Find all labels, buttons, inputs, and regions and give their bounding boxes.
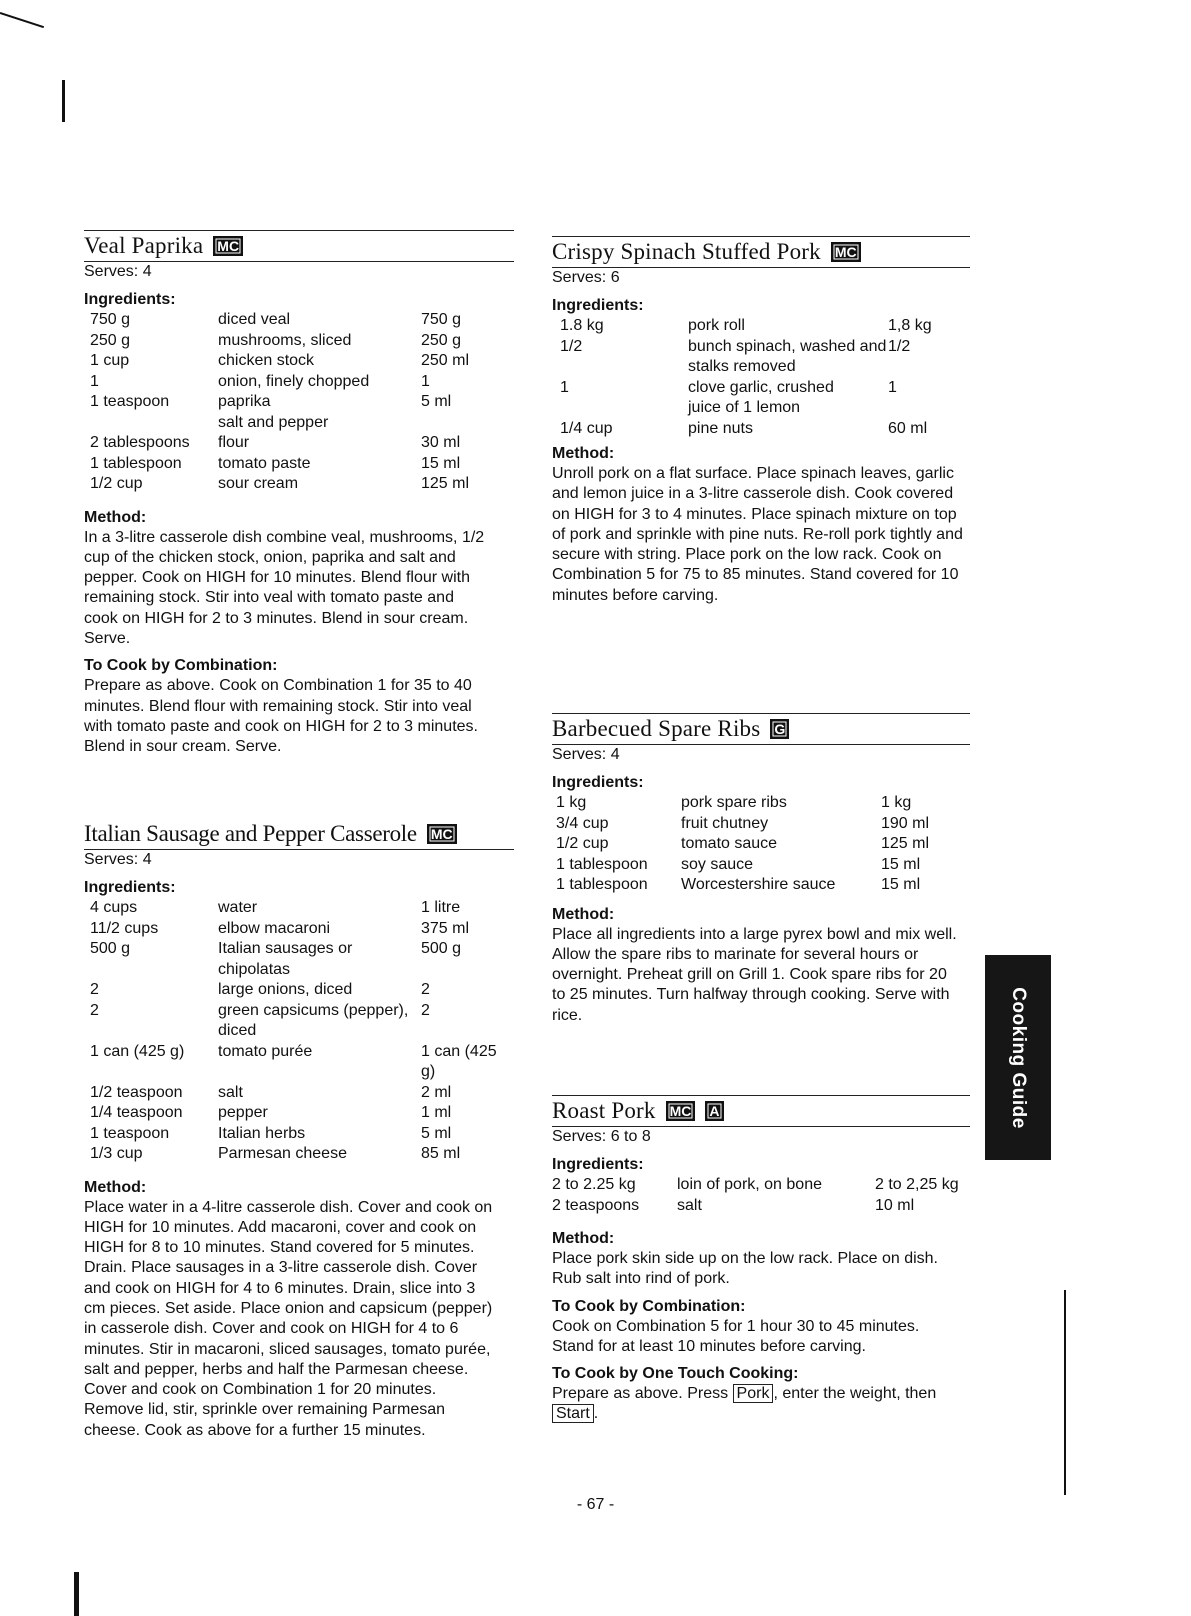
ingredient-quantity: 1.8 kg <box>560 317 604 334</box>
ingredients-table <box>84 898 511 1165</box>
ingredient-quantity: 1 teaspoon <box>90 1124 170 1142</box>
ingredients-table <box>552 793 951 896</box>
ingredient-quantity: 1 kg <box>556 794 587 811</box>
ingredient-name: large onions, diced <box>218 981 353 998</box>
ingredient-quantity: 4 cups <box>90 899 138 916</box>
ingredient-row <box>84 1103 511 1124</box>
ingredient-row <box>84 1042 511 1083</box>
ingredient-quantity: 2 to 2.25 kg <box>552 1176 636 1193</box>
combination-text: Prepare as above. Cook on Combination 1 for 35 to 40 minutes. Blend flour with remaining stock. Stir into veal with tomato paste and cook on HIGH for 2 to 3 minutes. Blend in sour cream. Serve. <box>84 677 478 756</box>
start-key: Start <box>552 1404 594 1423</box>
method-text: In a 3-litre casserole dish combine veal, mushrooms, 1/2 cup of the chicken stock, onion, paprika and salt and pepper. Cook on HIGH for 10 minutes. Blend flour with remaining stock. Stir into veal with tomato paste and cook on HIGH for 2 to 3 minutes. Blend in sour cream. Serve. <box>84 528 485 647</box>
ingredient-name: chicken stock <box>218 352 315 369</box>
ingredients-table <box>84 310 511 495</box>
ingredient-row <box>84 413 511 434</box>
ingredient-name: Worcestershire sauce <box>681 876 836 893</box>
ingredients-table <box>552 316 958 439</box>
ingredient-row <box>84 898 511 919</box>
method-label: Method: <box>84 1178 147 1196</box>
ingredient-quantity: 1/3 cup <box>90 1145 143 1162</box>
ingredient-name: diced veal <box>218 311 291 328</box>
recipe-title: Crispy Spinach Stuffed Pork <box>552 239 821 264</box>
combination-label: To Cook by Combination: <box>84 657 278 675</box>
ingredients-label: Ingredients: <box>552 297 644 314</box>
ingredient-row <box>84 454 511 475</box>
ingredient-row <box>84 310 511 331</box>
ingredient-name: elbow macaroni <box>218 919 331 937</box>
method-text: Place water in a 4-litre casserole dish. Cover and cook on HIGH for 10 minutes. Add macaroni, cover and cook on HIGH for 8 to 10 minutes. Stand covered for 5 minutes. Drain. Place sausages in a 3-litre casserole dish. Cover and cook on HIGH for 4 to 6 minutes. Drain, slice into 3 cm pieces. Set aside. Place onion and capsicum (pepper) in casserole dish. Cover and cook on HIGH for 4 to 6 minutes. Stir in macaroni, sliced sausages, tomato purée, salt and pepper, herbs and half the Parmesan cheese. Cover and cook on Combination 1 for 20 minutes. Remove lid, stir, sprinkle over remaining Parmesan cheese. Cook as above for a further 15 minutes. <box>84 1198 493 1439</box>
ingredient-metric: 15 ml <box>421 454 461 472</box>
ingredient-name: juice of 1 lemon <box>688 399 801 416</box>
ingredient-row <box>552 1196 970 1217</box>
one-touch-text-middle: , enter the weight, then <box>773 1385 937 1403</box>
title-rule <box>84 230 514 231</box>
recipe-veal-paprika <box>84 230 514 757</box>
ingredient-quantity: 1 teaspoon <box>90 393 170 410</box>
recipe-title-row <box>552 239 970 265</box>
ingredient-metric: 5 ml <box>421 1124 452 1142</box>
ingredient-name: salt <box>677 1196 702 1214</box>
ingredient-name: pork spare ribs <box>681 794 787 811</box>
microwave-combination-badge: MC <box>831 242 861 262</box>
recipe-crispy-spinach-stuffed-pork <box>552 236 970 606</box>
title-underline <box>552 744 970 745</box>
ingredient-name: paprika <box>218 393 271 410</box>
ingredient-row <box>84 392 511 413</box>
ingredient-row <box>552 793 951 814</box>
ingredient-row <box>84 372 511 393</box>
page-number: - 67 - <box>576 1496 615 1513</box>
ingredient-name: green capsicums (pepper), diced <box>218 1001 409 1039</box>
ingredient-quantity: 1/2 <box>560 337 583 355</box>
ingredient-metric: 375 ml <box>421 919 470 937</box>
recipe-roast-pork <box>552 1095 970 1425</box>
ingredient-metric: 125 ml <box>421 475 470 492</box>
ingredient-quantity: 2 <box>90 981 99 998</box>
ingredient-quantity: 1 tablespoon <box>556 855 648 873</box>
ingredient-name: fruit chutney <box>681 814 769 832</box>
recipe-title-row <box>552 716 970 742</box>
recipe-italian-sausage-casserole <box>84 819 514 1441</box>
one-touch-text <box>552 1384 952 1425</box>
recipe-title: Veal Paprika <box>84 233 204 258</box>
ingredient-row <box>84 939 511 980</box>
ingredient-quantity: 1 can (425 g) <box>90 1042 185 1060</box>
method-label: Method: <box>84 508 147 526</box>
recipe-title: Roast Pork <box>552 1098 656 1123</box>
ingredients-label: Ingredients: <box>552 1156 644 1173</box>
scan-mark-right <box>1064 1290 1066 1495</box>
combination-text: Cook on Combination 5 for 1 hour 30 to 45 minutes. Stand for at least 10 minutes before carving. <box>552 1317 920 1355</box>
ingredient-metric: 750 g <box>421 311 462 328</box>
ingredient-name: pine nuts <box>688 419 753 437</box>
ingredient-name: Italian sausages or chipolatas <box>218 940 353 978</box>
ingredient-name: pepper <box>218 1104 268 1121</box>
ingredient-metric: 250 ml <box>421 352 470 369</box>
ingredient-metric: 1,8 kg <box>888 317 932 334</box>
ingredient-quantity <box>552 398 688 419</box>
title-underline <box>552 267 970 268</box>
ingredient-metric <box>888 398 958 419</box>
ingredient-name: bunch spinach, washed and stalks removed <box>688 337 887 375</box>
ingredient-quantity: 750 g <box>90 311 131 328</box>
ingredient-name: salt and pepper <box>218 413 329 431</box>
ingredient-row <box>552 316 958 337</box>
ingredient-quantity: 2 teaspoons <box>552 1196 640 1214</box>
ingredient-quantity: 11/2 cups <box>90 919 159 937</box>
ingredient-metric: 1/2 <box>888 337 911 355</box>
ingredient-row <box>552 834 951 855</box>
ingredient-quantity: 2 tablespoons <box>90 434 190 451</box>
ingredient-row <box>552 337 958 378</box>
ingredient-name: tomato paste <box>218 454 311 472</box>
ingredient-row <box>84 1083 511 1104</box>
ingredient-quantity: 3/4 cup <box>556 814 609 832</box>
microwave-combination-badge: MC <box>427 824 457 844</box>
ingredient-name: tomato purée <box>218 1042 313 1060</box>
title-rule <box>552 1095 970 1096</box>
ingredient-metric: 250 g <box>421 331 462 349</box>
ingredient-name: salt <box>218 1083 243 1101</box>
ingredient-metric: 15 ml <box>881 876 921 893</box>
ingredient-quantity: 1/4 cup <box>560 419 613 437</box>
ingredient-row <box>552 814 951 835</box>
ingredient-quantity: 1/2 cup <box>556 835 609 852</box>
ingredient-quantity: 1 <box>90 372 99 390</box>
method-label: Method: <box>552 445 615 462</box>
ingredient-metric: 1 <box>888 378 897 396</box>
serves: Serves: 6 <box>552 269 620 286</box>
ingredient-row <box>84 1001 511 1042</box>
ingredients-label: Ingredients: <box>84 291 176 308</box>
pork-key: Pork <box>733 1384 774 1403</box>
serves: Serves: 4 <box>84 263 152 280</box>
ingredient-name: tomato sauce <box>681 835 778 852</box>
ingredient-metric: 30 ml <box>421 434 461 451</box>
auto-badge: A <box>705 1101 723 1121</box>
ingredients-label: Ingredients: <box>84 879 176 896</box>
title-rule <box>552 713 970 714</box>
ingredient-metric: 125 ml <box>881 835 930 852</box>
serves: Serves: 4 <box>84 851 152 868</box>
ingredient-quantity: 1 cup <box>90 352 130 369</box>
ingredient-metric: 2 to 2,25 kg <box>875 1176 959 1193</box>
ingredient-name: flour <box>218 434 250 451</box>
ingredient-row <box>84 919 511 940</box>
microwave-combination-badge: MC <box>666 1101 696 1121</box>
ingredient-row <box>84 980 511 1001</box>
method-label: Method: <box>552 1230 615 1247</box>
method-label: Method: <box>552 905 615 923</box>
ingredient-row <box>552 398 958 419</box>
ingredient-name: Parmesan cheese <box>218 1145 347 1162</box>
title-underline <box>552 1126 970 1127</box>
ingredient-name: pork roll <box>688 317 745 334</box>
method-text: Place pork skin side up on the low rack. Place on dish. Rub salt into rind of pork. <box>552 1250 938 1288</box>
ingredients-table <box>552 1175 970 1216</box>
ingredient-name: mushrooms, sliced <box>218 331 352 349</box>
recipe-title-row <box>552 1098 970 1124</box>
method-text: Place all ingredients into a large pyrex bowl and mix well. Allow the spare ribs to marinate for several hours or overnight. Preheat grill on Grill 1. Cook spare ribs for 20 to 25 minutes. Turn halfway through cooking. Serve with rice. <box>552 925 957 1024</box>
ingredient-quantity: 1/2 teaspoon <box>90 1083 183 1101</box>
ingredient-quantity: 2 <box>90 1001 99 1019</box>
recipe-title: Barbecued Spare Ribs <box>552 716 761 741</box>
grill-badge: G <box>770 719 789 739</box>
serves: Serves: 6 to 8 <box>552 1128 651 1145</box>
ingredient-metric: 1 kg <box>881 794 912 811</box>
ingredient-metric <box>421 413 511 434</box>
ingredient-metric: 1 litre <box>421 899 461 916</box>
ingredient-quantity: 1 <box>560 378 569 396</box>
ingredient-metric: 2 ml <box>421 1083 452 1101</box>
ingredient-row <box>84 351 511 372</box>
ingredients-label: Ingredients: <box>552 774 644 791</box>
ingredient-quantity: 1 tablespoon <box>556 876 648 893</box>
ingredient-quantity: 1 tablespoon <box>90 454 182 472</box>
recipe-title-row <box>84 233 514 259</box>
ingredient-metric: 2 <box>421 981 430 998</box>
one-touch-text-end: . <box>593 1405 599 1423</box>
ingredient-name: soy sauce <box>681 855 754 873</box>
ingredient-metric: 1 ml <box>421 1104 452 1121</box>
ingredient-quantity: 1/2 cup <box>90 475 143 492</box>
ingredient-metric: 60 ml <box>888 419 928 437</box>
ingredient-metric: 2 <box>421 1001 430 1019</box>
scan-mark-top-left-vertical <box>62 80 65 122</box>
recipe-title-row <box>84 821 514 847</box>
ingredient-row <box>552 378 958 399</box>
ingredient-row <box>552 875 951 896</box>
microwave-combination-badge: MC <box>213 236 243 256</box>
ingredient-metric: 10 ml <box>875 1196 915 1214</box>
serves: Serves: 4 <box>552 746 620 763</box>
one-touch-text-start: Prepare as above. Press <box>552 1385 729 1403</box>
ingredient-metric: 1 can (425 g) <box>421 1042 497 1080</box>
cooking-guide-tab-label: Cooking Guide <box>1008 986 1029 1129</box>
recipe-barbecued-spare-ribs <box>552 713 970 1026</box>
ingredient-row <box>552 1175 970 1196</box>
ingredient-quantity: 1/4 teaspoon <box>90 1104 183 1121</box>
one-touch-label: To Cook by One Touch Cooking: <box>552 1365 799 1383</box>
ingredient-name: clove garlic, crushed <box>688 378 834 396</box>
method-text: Unroll pork on a flat surface. Place spinach leaves, garlic and lemon juice in a 3-litre casserole dish. Cook covered on HIGH for 3 to 4 minutes. Place spinach mixture on top of pork and sprinkle with pine nuts. Re-roll pork tightly and secure with string. Place pork on the low rack. Cook on Combination 5 for 75 to 85 minutes. Stand covered for 10 minutes before carving. <box>552 465 963 604</box>
title-rule <box>552 236 970 237</box>
title-underline <box>84 849 514 850</box>
ingredient-name: water <box>218 899 258 916</box>
ingredient-name: onion, finely chopped <box>218 372 370 390</box>
cooking-guide-tab <box>985 955 1051 1160</box>
ingredient-row <box>84 1124 511 1145</box>
ingredient-row <box>552 855 951 876</box>
ingredient-metric: 190 ml <box>881 814 930 832</box>
ingredient-name: loin of pork, on bone <box>677 1176 822 1193</box>
scan-mark-bottom-left <box>74 1572 79 1616</box>
ingredient-row <box>84 474 511 495</box>
ingredient-quantity: 500 g <box>90 940 131 957</box>
ingredient-name: sour cream <box>218 475 299 492</box>
ingredient-metric: 15 ml <box>881 855 921 873</box>
title-underline <box>84 261 514 262</box>
ingredient-row <box>84 1144 511 1165</box>
ingredient-metric: 5 ml <box>421 393 452 410</box>
ingredient-metric: 1 <box>421 372 430 390</box>
recipe-title: Italian Sausage and Pepper Casserole <box>84 821 417 846</box>
ingredient-metric: 500 g <box>421 940 462 957</box>
ingredient-name: Italian herbs <box>218 1124 306 1142</box>
ingredient-row <box>84 331 511 352</box>
scan-mark-top-left <box>0 12 44 28</box>
combination-label: To Cook by Combination: <box>552 1297 746 1315</box>
ingredient-row <box>84 433 511 454</box>
ingredient-row <box>552 419 958 440</box>
ingredient-quantity <box>84 413 218 434</box>
ingredient-quantity: 250 g <box>90 331 131 349</box>
ingredient-metric: 85 ml <box>421 1145 461 1162</box>
